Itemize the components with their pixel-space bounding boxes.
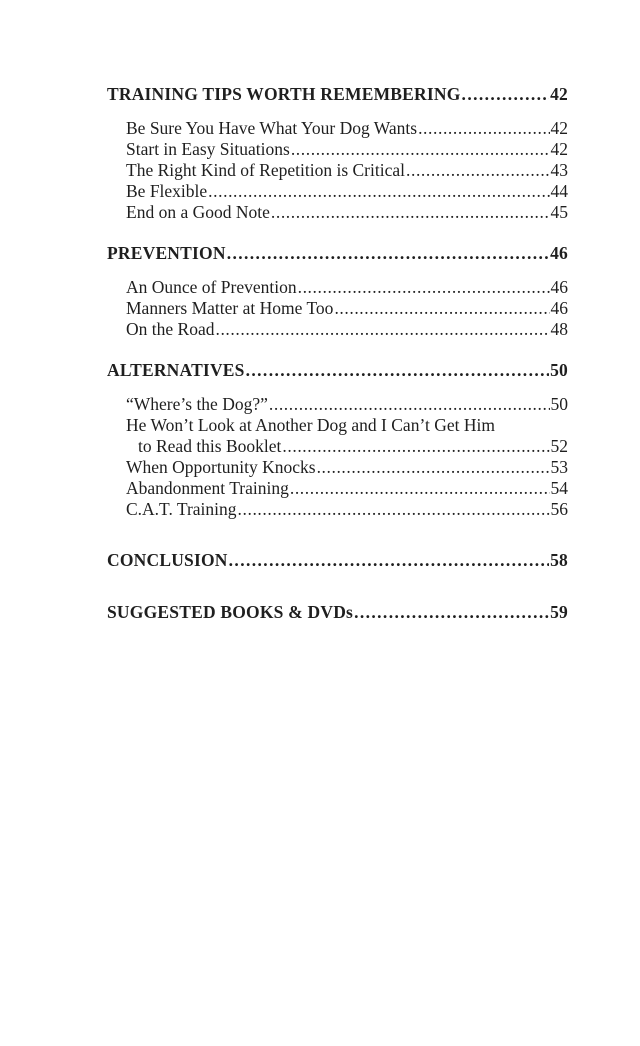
toc-section-conclusion xyxy=(107,550,568,578)
toc-heading-page: 50 xyxy=(550,360,568,380)
dot-leader xyxy=(215,319,549,340)
toc-entry xyxy=(107,298,568,319)
toc-entry xyxy=(107,319,568,340)
toc-heading-title: CONCLUSION xyxy=(107,550,228,570)
toc-entry xyxy=(107,457,568,478)
toc-entry-title: Start in Easy Situations xyxy=(126,139,290,159)
toc-entry-title: Be Flexible xyxy=(126,181,208,201)
toc-entry-title: Manners Matter at Home Too xyxy=(126,298,334,318)
dot-leader xyxy=(291,139,550,160)
toc-entry-title: Be Sure You Have What Your Dog Wants xyxy=(126,118,418,138)
toc-entry xyxy=(107,139,568,160)
dot-leader xyxy=(290,478,550,499)
toc-heading-title: PREVENTION xyxy=(107,243,226,263)
dot-leader xyxy=(354,602,549,623)
dot-leader xyxy=(269,394,550,415)
toc-entry xyxy=(107,202,568,223)
toc-entry-title: On the Road xyxy=(126,319,215,339)
dot-leader xyxy=(246,360,550,381)
toc-entry xyxy=(107,436,568,457)
dot-leader xyxy=(282,436,549,457)
toc-heading xyxy=(107,550,568,578)
dot-leader xyxy=(238,499,550,520)
toc-entry-title: End on a Good Note xyxy=(126,202,270,222)
toc-entry-title: The Right Kind of Repetition is Critical xyxy=(126,160,405,180)
dot-leader xyxy=(462,84,550,105)
toc-entry-page: 56 xyxy=(550,499,568,519)
toc-section-prevention xyxy=(107,243,568,340)
table-of-contents xyxy=(107,84,568,650)
toc-entry-title: An Ounce of Prevention xyxy=(126,277,297,297)
toc-entry-title: Abandonment Training xyxy=(126,478,289,498)
toc-entry-page: 45 xyxy=(550,202,568,222)
toc-section-alternatives xyxy=(107,360,568,520)
toc-heading xyxy=(107,243,568,271)
toc-heading-page: 59 xyxy=(550,602,568,622)
toc-section-training-tips xyxy=(107,84,568,223)
toc-entry-page: 46 xyxy=(550,277,568,297)
dot-leader xyxy=(418,118,549,139)
toc-heading-page: 58 xyxy=(550,550,568,570)
toc-entry-title: C.A.T. Training xyxy=(126,499,237,519)
toc-entry-page: 46 xyxy=(550,298,568,318)
toc-entry-page: 42 xyxy=(550,139,568,159)
toc-heading xyxy=(107,360,568,388)
toc-entry xyxy=(107,394,568,415)
toc-entry-title-line1: He Won’t Look at Another Dog and I Can’t Get Him xyxy=(126,415,495,435)
dot-leader xyxy=(229,550,549,571)
toc-heading-title: ALTERNATIVES xyxy=(107,360,245,380)
toc-heading-page: 46 xyxy=(550,243,568,263)
toc-entry-page: 50 xyxy=(550,394,568,414)
toc-entry-title: “Where’s the Dog?” xyxy=(126,394,268,414)
toc-entry-title-line2: to Read this Booklet xyxy=(138,436,282,456)
toc-heading-title: TRAINING TIPS WORTH REMEMBERING xyxy=(107,84,461,104)
toc-heading-title: SUGGESTED BOOKS & DVDs xyxy=(107,602,354,622)
toc-entry-page: 43 xyxy=(550,160,568,180)
toc-heading xyxy=(107,602,568,630)
toc-heading xyxy=(107,84,568,112)
dot-leader xyxy=(208,181,549,202)
dot-leader xyxy=(406,160,550,181)
toc-entry xyxy=(107,118,568,139)
toc-section-suggested-books xyxy=(107,602,568,630)
toc-entry-page: 44 xyxy=(550,181,568,201)
toc-entry-page: 54 xyxy=(550,478,568,498)
toc-heading-page: 42 xyxy=(550,84,568,104)
toc-entry-page: 48 xyxy=(550,319,568,339)
toc-entry-page: 42 xyxy=(550,118,568,138)
toc-entry-title: When Opportunity Knocks xyxy=(126,457,316,477)
toc-entry xyxy=(107,160,568,181)
dot-leader xyxy=(334,298,549,319)
toc-entry xyxy=(107,499,568,520)
toc-entry-page: 52 xyxy=(550,436,568,456)
toc-entry xyxy=(107,478,568,499)
dot-leader xyxy=(271,202,550,223)
toc-entry xyxy=(107,181,568,202)
toc-entry-page: 53 xyxy=(550,457,568,477)
dot-leader xyxy=(227,243,549,264)
dot-leader xyxy=(298,277,550,298)
dot-leader xyxy=(317,457,550,478)
toc-entry xyxy=(107,277,568,298)
